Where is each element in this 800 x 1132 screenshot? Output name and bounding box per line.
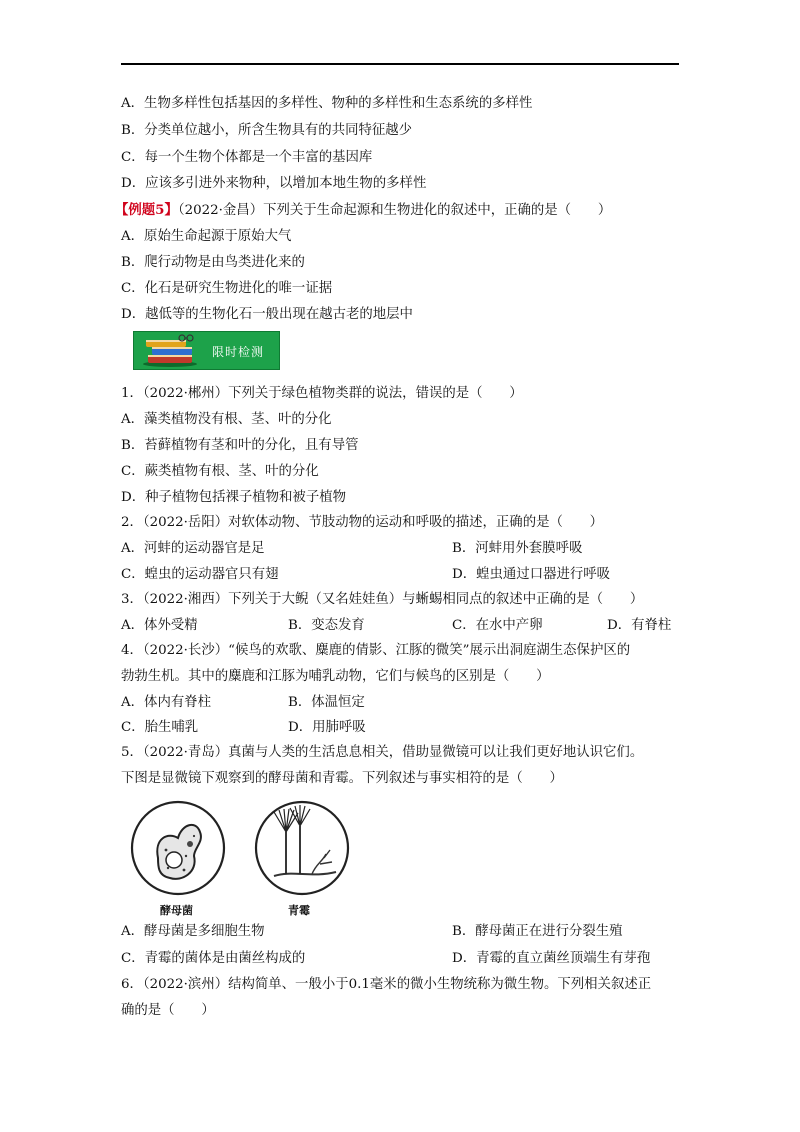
- q2-stem: 2．（2022·岳阳）对软体动物、节肢动物的运动和呼吸的描述，正确的是（ ）: [121, 515, 604, 530]
- q4-option-d: D．用肺呼吸: [288, 720, 366, 735]
- example5-option-c: C．化石是研究生物进化的唯一证据: [121, 281, 333, 296]
- example5-option-d: D．越低等的生物化石一般出现在越古老的地层中: [121, 307, 413, 322]
- q2-option-a: A．河蚌的运动器官是足: [121, 541, 265, 556]
- books-icon: [140, 333, 206, 369]
- q6-stem-line1: 6．（2022·滨州）结构简单、一般小于0.1毫米的微小生物统称为微生物。下列相关叙述正: [121, 977, 652, 992]
- example5-stem: [115, 201, 611, 220]
- q6-stem-line2: 确的是（ ）: [121, 1003, 215, 1018]
- option-a: A．生物多样性包括基因的多样性、物种的多样性和生态系统的多样性: [121, 96, 533, 111]
- q4-option-b: B．体温恒定: [288, 695, 365, 710]
- microscope-figure: [128, 798, 364, 926]
- option-d: D．应该多引进外来物种，以增加本地生物的多样性: [121, 176, 427, 191]
- q4-option-c: C．胎生哺乳: [121, 720, 199, 735]
- q1-option-b: B．苔藓植物有茎和叶的分化，且有导管: [121, 438, 359, 453]
- q5-option-b: B．酵母菌正在进行分裂生殖: [452, 924, 623, 939]
- q5-option-c: C．青霉的菌体是由菌丝构成的: [121, 951, 306, 966]
- q5-stem-line2: 下图是显微镜下观察到的酵母菌和青霉。下列叙述与事实相符的是（ ）: [121, 771, 563, 786]
- penicillium-illustration: [252, 798, 352, 898]
- section-badge: [133, 331, 280, 370]
- q4-stem-line2: 勃勃生机。其中的麋鹿和江豚为哺乳动物，它们与候鸟的区别是（ ）: [121, 669, 550, 684]
- q4-stem-line1: 4．（2022·长沙）“候鸟的欢歌、麋鹿的倩影、江豚的微笑”展示出洞庭湖生态保护区的: [121, 643, 631, 658]
- q3-option-a: A．体外受精: [121, 618, 198, 633]
- badge-label: 限时检测: [212, 345, 265, 359]
- penicillium-caption: 青霉: [288, 904, 310, 917]
- q1-option-c: C．蕨类植物有根、茎、叶的分化: [121, 464, 319, 479]
- q5-stem-line1: 5．（2022·青岛）真菌与人类的生活息息相关，借助显微镜可以让我们更好地认识它们。: [121, 745, 644, 760]
- option-c: C．每一个生物个体都是一个丰富的基因库: [121, 150, 373, 165]
- q5-option-d: D．青霉的直立菌丝顶端生有芽孢: [452, 951, 651, 966]
- q4-option-a: A．体内有脊柱: [121, 695, 212, 710]
- yeast-caption: 酵母菌: [160, 904, 193, 917]
- q3-option-c: C．在水中产卵: [452, 618, 543, 633]
- example5-option-b: B．爬行动物是由鸟类进化来的: [121, 255, 305, 270]
- q3-option-b: B．变态发育: [288, 618, 365, 633]
- q3-option-d: D．有脊柱: [607, 618, 672, 633]
- q5-option-a: A．酵母菌是多细胞生物: [121, 924, 265, 939]
- q1-option-a: A．藻类植物没有根、茎、叶的分化: [121, 412, 332, 427]
- example5-tag: 【例题5】: [115, 202, 178, 218]
- option-b: B．分类单位越小，所含生物具有的共同特征越少: [121, 123, 413, 138]
- q3-stem: 3．（2022·湘西）下列关于大鲵（又名娃娃鱼）与蜥蜴相同点的叙述中正确的是（ ）: [121, 592, 644, 607]
- header-rule: [121, 63, 679, 65]
- q2-option-b: B．河蚌用外套膜呼吸: [452, 541, 583, 556]
- q1-stem: 1．（2022·郴州）下列关于绿色植物类群的说法，错误的是（ ）: [121, 386, 523, 401]
- q2-option-c: C．蝗虫的运动器官只有翅: [121, 567, 279, 582]
- example5-option-a: A．原始生命起源于原始大气: [121, 229, 292, 244]
- example5-text: （2022·金昌）下列关于生命起源和生物进化的叙述中，正确的是（ ）: [177, 203, 612, 218]
- q1-option-d: D．种子植物包括裸子植物和被子植物: [121, 490, 346, 505]
- q2-option-d: D．蝗虫通过口器进行呼吸: [452, 567, 611, 582]
- yeast-illustration: [128, 798, 228, 898]
